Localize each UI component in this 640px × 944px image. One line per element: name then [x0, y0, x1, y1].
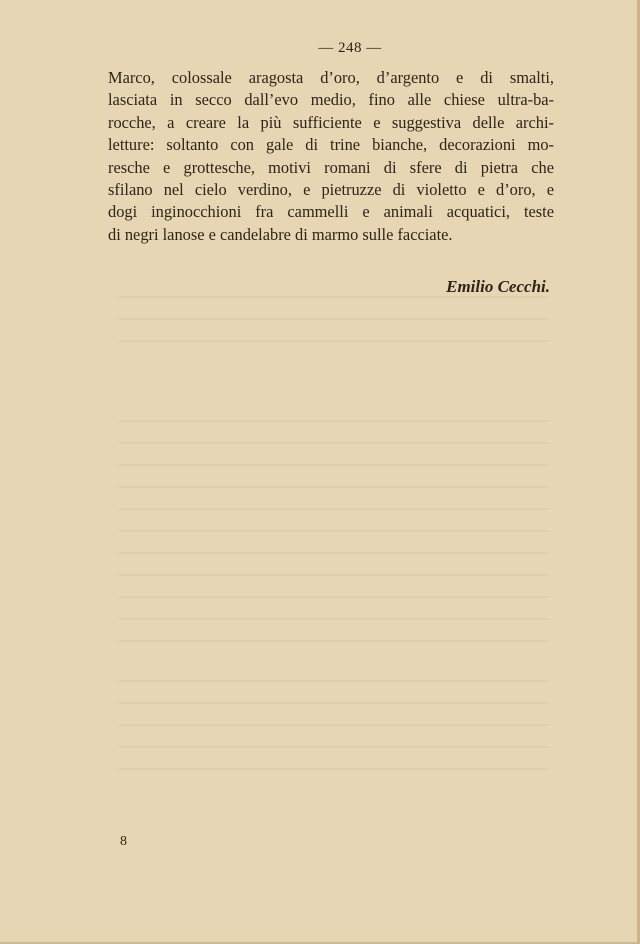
text-line: Marco, colossale aragosta d’oro, d’argento e di smalti, — [108, 68, 554, 87]
show-through-line — [118, 724, 548, 726]
show-through-line — [118, 442, 548, 444]
show-through-line — [118, 340, 548, 342]
show-through-line — [118, 420, 548, 422]
show-through-line — [118, 530, 548, 532]
show-through-line — [118, 508, 548, 510]
show-through-line — [118, 296, 548, 298]
show-through-line — [118, 702, 548, 704]
show-through-line — [118, 680, 548, 682]
show-through-line — [118, 318, 548, 320]
author-signature: Emilio Cecchi. — [446, 277, 550, 296]
text-line: sfilano nel cielo verdino, e pietruzze di violetto e d’oro, e — [108, 180, 554, 200]
show-through-line — [118, 746, 548, 748]
text-line: dogi inginocchioni fra cammelli e animali acquatici, teste — [108, 202, 554, 222]
text-line: rocche, a creare la più sufficiente e suggestiva delle archi- — [108, 112, 554, 132]
show-through-line — [118, 768, 548, 770]
show-through-line — [118, 618, 548, 620]
show-through-line — [118, 596, 548, 598]
text-line: letture: soltanto con gale di trine bianche, decorazioni mo- — [108, 135, 554, 155]
show-through-line — [118, 464, 548, 466]
text-line: lasciata in secco dall’evo medio, fino alle chiese ultra-ba- — [108, 90, 554, 110]
text-line: di negri lanose e candelabre di marmo sulle facciate. — [108, 224, 453, 244]
printer-signature-mark: 8 — [120, 834, 127, 849]
show-through-line — [118, 552, 548, 554]
show-through-line — [118, 486, 548, 488]
page-number: — 248 — — [318, 40, 382, 56]
body-text — [108, 67, 554, 246]
show-through-line — [118, 640, 548, 642]
text-line: resche e grottesche, motivi romani di sfere di pietra che — [108, 157, 554, 177]
show-through-line — [118, 574, 548, 576]
